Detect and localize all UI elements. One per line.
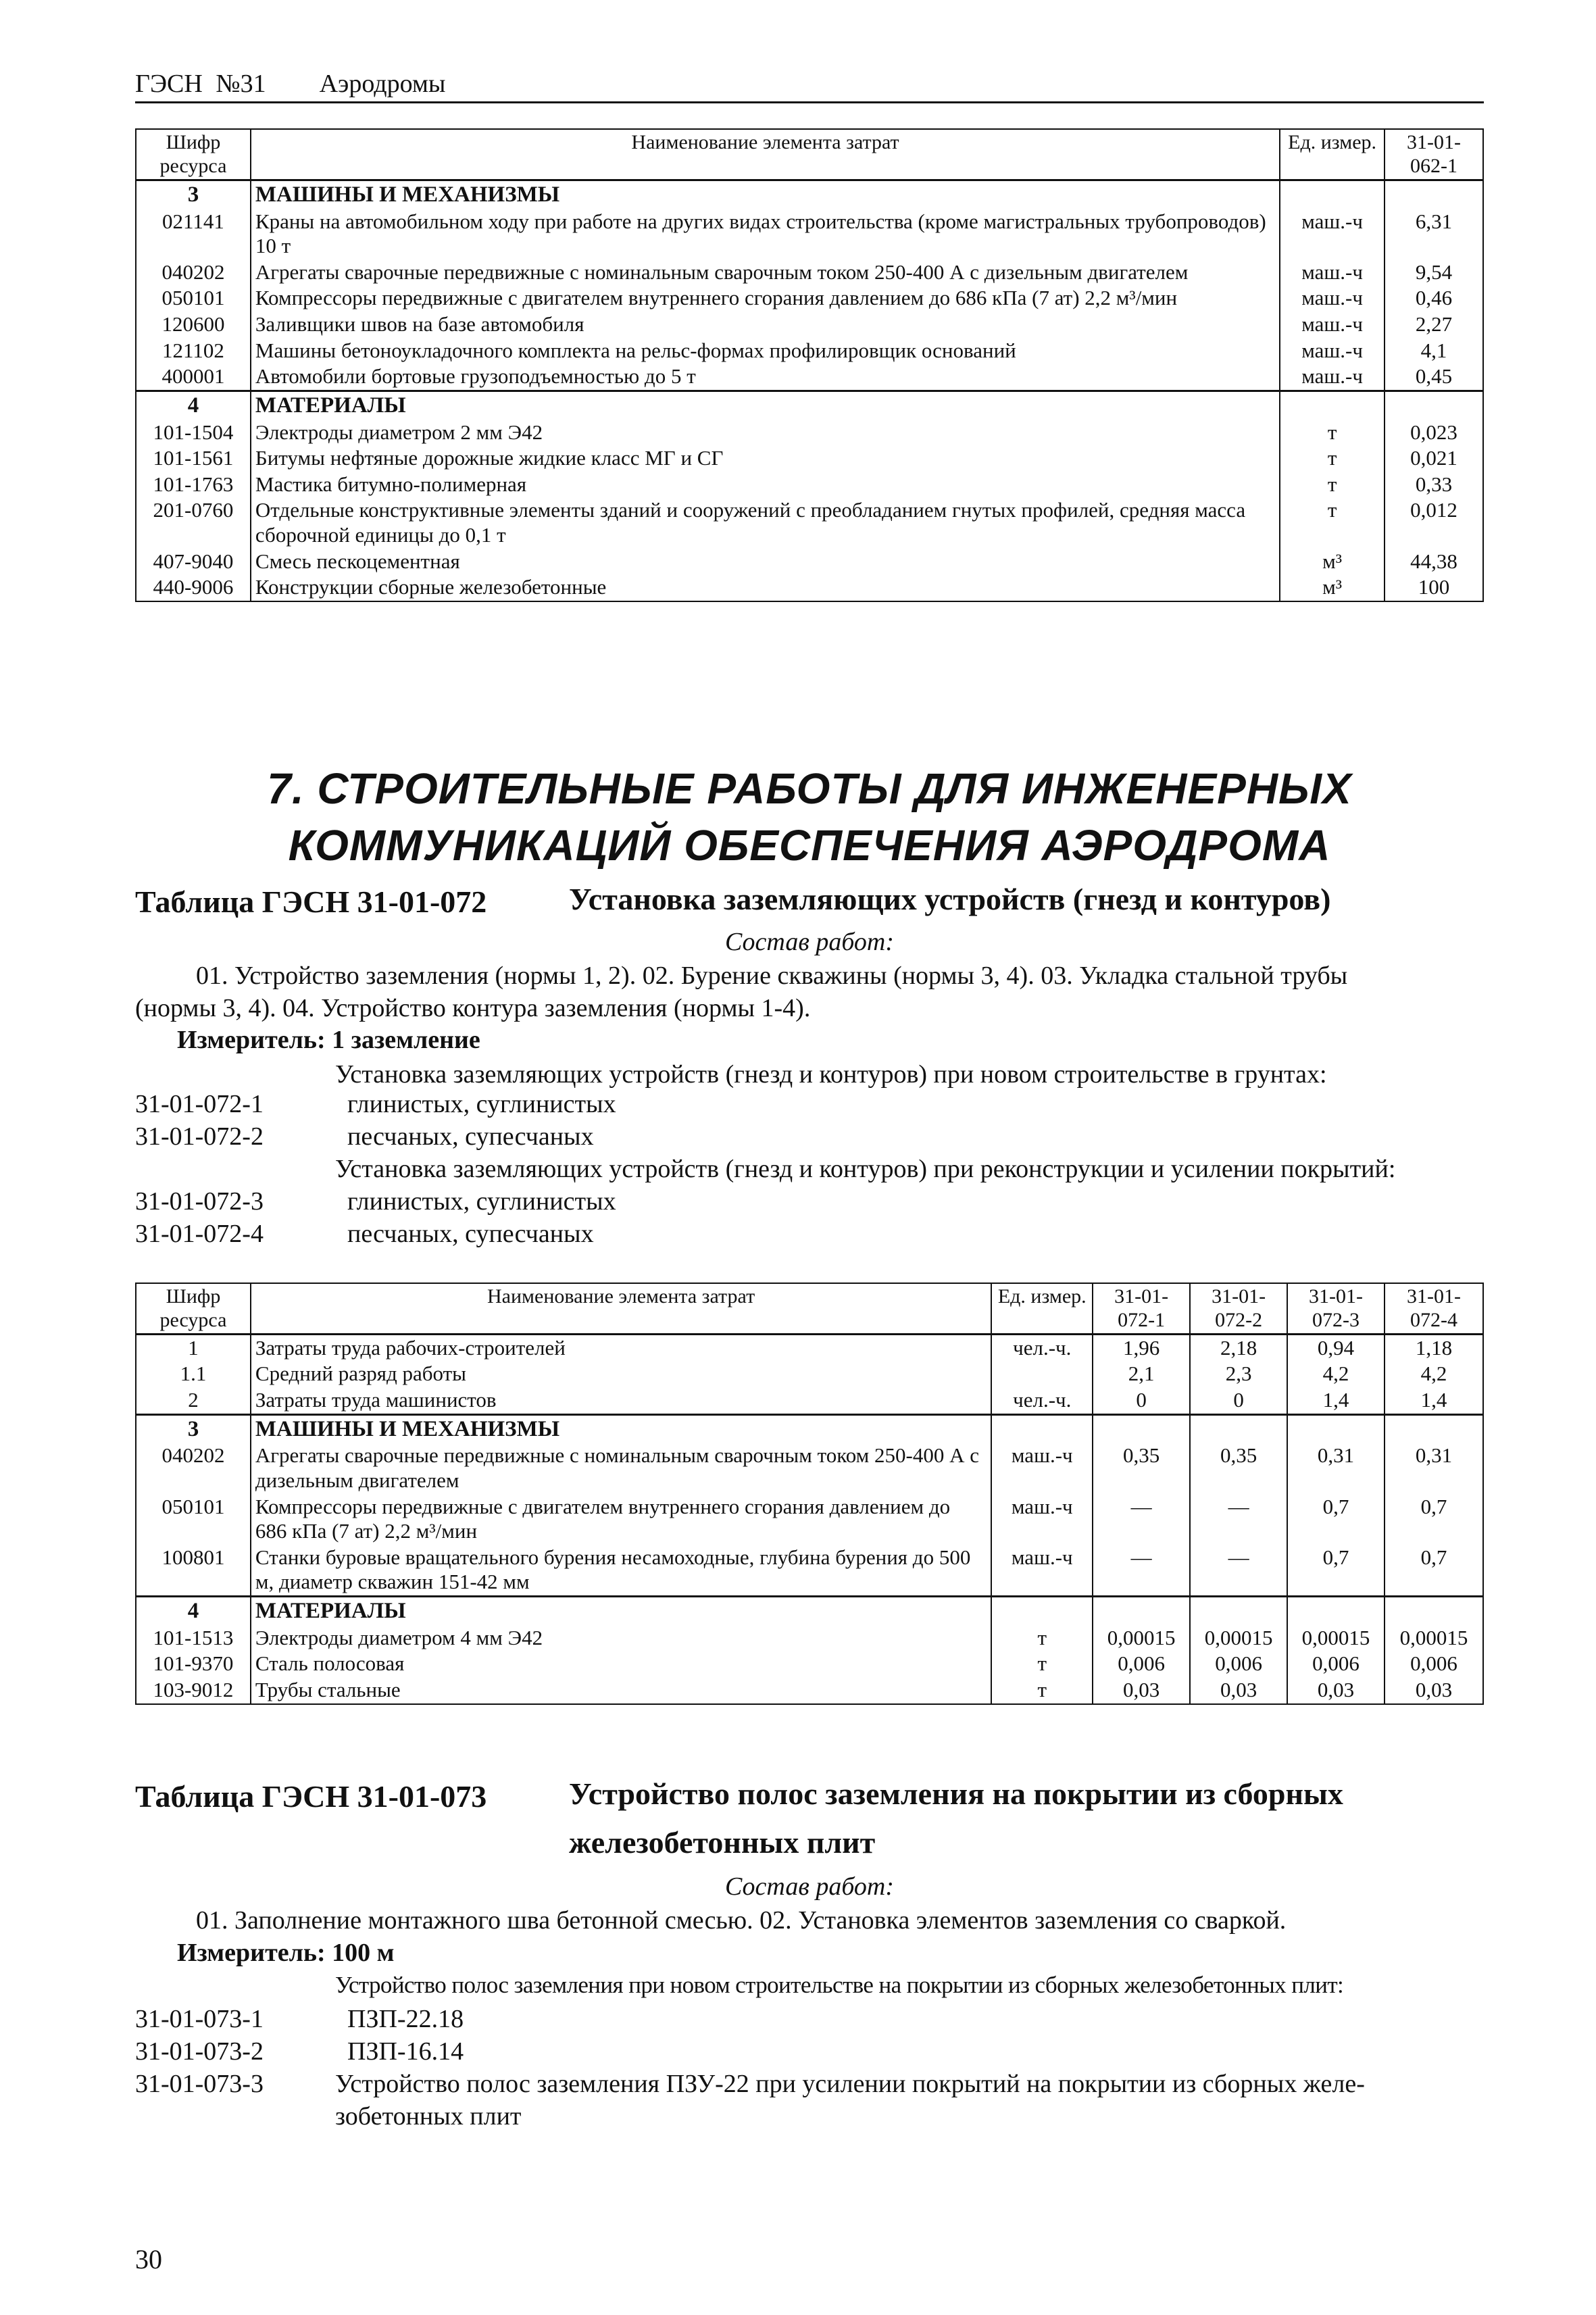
resource-code: 050101 [136, 1494, 251, 1545]
resource-name: Электроды диаметром 2 мм Э42 [251, 420, 1280, 446]
norm-group-new: Установка заземляющих устройств (гнезд и контуров) при новом строительстве в грунтах: [335, 1060, 1327, 1089]
resource-unit: маш.-ч [991, 1494, 1093, 1545]
section-number: 4 [136, 1596, 251, 1624]
section-number: 3 [136, 1414, 251, 1443]
resource-name: Затраты труда рабочих-строителей [251, 1334, 991, 1361]
empty-cell [1093, 1414, 1190, 1443]
table-row [136, 1545, 1483, 1597]
resource-value: 0,7 [1385, 1494, 1483, 1545]
empty-cell [991, 1414, 1093, 1443]
table-row [136, 1334, 1483, 1361]
section-title: МАТЕРИАЛЫ [251, 1596, 991, 1624]
composition-text-072-line2: (нормы 3, 4). 04. Устройство контура заземления (нормы 1-4). [135, 994, 811, 1022]
resource-code: 407-9040 [136, 549, 251, 575]
section-row [136, 1414, 1483, 1443]
resource-value: 0,012 [1385, 497, 1483, 548]
resource-value: 0,023 [1385, 420, 1483, 446]
table-row [136, 445, 1483, 472]
col-header-norm: 31-01-072-2 [1190, 1283, 1287, 1334]
col-header-norm: 31-01-062-1 [1385, 129, 1483, 180]
col-header-norm: 31-01-072-4 [1385, 1283, 1483, 1334]
resource-value: 0 [1093, 1387, 1190, 1414]
resource-code: 101-1513 [136, 1625, 251, 1651]
resource-unit: маш.-ч [1280, 209, 1385, 259]
col-header-code: Шифр ресурса [136, 129, 251, 180]
resource-value: 0,03 [1385, 1677, 1483, 1704]
norm-code: 31-01-073-3 [135, 2070, 264, 2098]
empty-cell [1190, 1414, 1287, 1443]
table-body [136, 180, 1483, 601]
resource-name: Смесь пескоцементная [251, 549, 1280, 575]
running-header [135, 69, 445, 99]
empty-cell [1280, 391, 1385, 419]
resource-value: 0,006 [1093, 1651, 1190, 1677]
resource-unit: маш.-ч [1280, 285, 1385, 312]
resource-value: 2,3 [1190, 1361, 1287, 1387]
section-heading [135, 760, 1484, 874]
table-row [136, 420, 1483, 446]
resource-unit: т [991, 1651, 1093, 1677]
resource-name: Компрессоры передвижные с двигателем внутреннего сгорания давлением до 686 кПа (7 ат) 2,2 м³/мин [251, 285, 1280, 312]
table-caption-072: Таблица ГЭСН 31-01-072 [135, 885, 487, 919]
resource-unit: маш.-ч [1280, 312, 1385, 338]
col-header-name: Наименование элемента затрат [251, 129, 1280, 180]
col-header-unit: Ед. измер. [1280, 129, 1385, 180]
resource-value: 2,27 [1385, 312, 1483, 338]
resource-name: Сталь полосовая [251, 1651, 991, 1677]
meter-073: Измеритель: 100 м [177, 1939, 395, 1967]
resource-value: 1,96 [1093, 1334, 1190, 1361]
col-header-unit: Ед. измер. [991, 1283, 1093, 1334]
table-row [136, 364, 1483, 391]
resource-value: 0,7 [1287, 1494, 1385, 1545]
resource-table-062 [135, 128, 1484, 602]
composition-label-072: Состав работ: [724, 928, 895, 956]
norm-desc: ПЗП-22.18 [347, 2005, 464, 2033]
resource-name: Автомобили бортовые грузоподъемностью до 5 т [251, 364, 1280, 391]
col-header-norm: 31-01-072-1 [1093, 1283, 1190, 1334]
resource-value: — [1190, 1494, 1287, 1545]
section-number: 3 [136, 180, 251, 208]
resource-name: Машины бетоноукладочного комплекта на рельс-формах профилировщик оснований [251, 338, 1280, 364]
resource-code: 021141 [136, 209, 251, 259]
norm-code: 31-01-073-2 [135, 2037, 264, 2066]
resource-value: 0,45 [1385, 364, 1483, 391]
norm-desc: песчаных, супесчаных [347, 1122, 594, 1151]
section-row [136, 1596, 1483, 1624]
empty-cell [991, 1596, 1093, 1624]
norm-code: 31-01-073-1 [135, 2005, 264, 2033]
norm-code: 31-01-072-1 [135, 1090, 264, 1118]
resource-name: Агрегаты сварочные передвижные с номинальным сварочным током 250-400 А с дизельным двигателем [251, 1443, 991, 1493]
table-title-072: Установка заземляющих устройств (гнезд и контуров) [569, 882, 1331, 916]
empty-cell [1385, 391, 1483, 419]
table-row [136, 1494, 1483, 1545]
resource-unit: маш.-ч [991, 1545, 1093, 1597]
resource-value: 0,03 [1287, 1677, 1385, 1704]
header-rule [135, 101, 1484, 103]
table-row [136, 497, 1483, 548]
page-number: 30 [135, 2244, 162, 2274]
resource-name: Битумы нефтяные дорожные жидкие класс МГ и СГ [251, 445, 1280, 472]
section-title: МАШИНЫ И МЕХАНИЗМЫ [251, 180, 1280, 208]
header-section: Аэродромы [319, 70, 446, 98]
resource-table-072 [135, 1283, 1484, 1705]
resource-value: 0,35 [1190, 1443, 1287, 1493]
resource-value: 0 [1190, 1387, 1287, 1414]
resource-code: 121102 [136, 338, 251, 364]
resource-code: 1.1 [136, 1361, 251, 1387]
resource-code: 101-9370 [136, 1651, 251, 1677]
resource-value: 0,00015 [1287, 1625, 1385, 1651]
resource-value: 0,006 [1287, 1651, 1385, 1677]
section-title: МАШИНЫ И МЕХАНИЗМЫ [251, 1414, 991, 1443]
resource-value: 0,03 [1093, 1677, 1190, 1704]
table-row [136, 312, 1483, 338]
norm-code: 31-01-072-4 [135, 1220, 264, 1248]
col-header-norm: 31-01-072-3 [1287, 1283, 1385, 1334]
resource-name: Отдельные конструктивные элементы зданий и сооружений с преобладанием гнутых профилей, средняя масса сборочной единицы до 0,1 т [251, 497, 1280, 548]
resource-name: Агрегаты сварочные передвижные с номинальным сварочным током 250-400 А с дизельным двигателем [251, 259, 1280, 286]
resource-unit: чел.-ч. [991, 1334, 1093, 1361]
resource-value: 4,2 [1287, 1361, 1385, 1387]
norm-desc: глинистых, суглинистых [347, 1090, 616, 1118]
header-doc: ГЭСН №31 [135, 70, 266, 98]
resource-name: Станки буровые вращательного бурения несамоходные, глубина бурения до 500 м, диаметр скважин 151-42 мм [251, 1545, 991, 1597]
resource-unit: м³ [1280, 549, 1385, 575]
resource-unit: т [991, 1625, 1093, 1651]
table-title-073-line1: Устройство полос заземления на покрытии из сборных [569, 1776, 1343, 1811]
resource-value: — [1190, 1545, 1287, 1597]
resource-value: 0,00015 [1093, 1625, 1190, 1651]
norm-desc: ПЗП-16.14 [347, 2037, 464, 2066]
resource-value: 0,03 [1190, 1677, 1287, 1704]
composition-label-073: Состав работ: [724, 1872, 895, 1901]
table-row [136, 285, 1483, 312]
resource-name: Мастика битумно-полимерная [251, 472, 1280, 498]
norm-desc: глинистых, суглинистых [347, 1187, 616, 1216]
resource-code: 101-1561 [136, 445, 251, 472]
resource-code: 050101 [136, 285, 251, 312]
resource-value: 0,006 [1190, 1651, 1287, 1677]
resource-value: 9,54 [1385, 259, 1483, 286]
resource-unit: маш.-ч [991, 1443, 1093, 1493]
section-title: МАТЕРИАЛЫ [251, 391, 1280, 419]
resource-value: 4,1 [1385, 338, 1483, 364]
table-row [136, 1387, 1483, 1414]
section-number: 4 [136, 391, 251, 419]
table-row [136, 549, 1483, 575]
section-row [136, 391, 1483, 419]
resource-name: Компрессоры передвижные с двигателем внутреннего сгорания давлением до 686 кПа (7 ат) 2,2 м³/мин [251, 1494, 991, 1545]
resource-value: 0,00015 [1190, 1625, 1287, 1651]
resource-name: Затраты труда машинистов [251, 1387, 991, 1414]
resource-code: 040202 [136, 259, 251, 286]
resource-unit: маш.-ч [1280, 364, 1385, 391]
table-caption-073: Таблица ГЭСН 31-01-073 [135, 1779, 487, 1814]
empty-cell [1287, 1414, 1385, 1443]
empty-cell [1287, 1596, 1385, 1624]
table-row [136, 209, 1483, 259]
table-row [136, 472, 1483, 498]
table-header-row [136, 129, 1483, 180]
section-heading-line1: 7. СТРОИТЕЛЬНЫЕ РАБОТЫ ДЛЯ ИНЖЕНЕРНЫХ [267, 764, 1352, 813]
norm-group-reconstruction: Установка заземляющих устройств (гнезд и контуров) при реконструкции и усилении покрытий: [335, 1155, 1396, 1183]
table-row [136, 574, 1483, 601]
meter-072: Измеритель: 1 заземление [177, 1026, 480, 1054]
empty-cell [1280, 180, 1385, 208]
resource-name: Средний разряд работы [251, 1361, 991, 1387]
resource-unit: т [1280, 420, 1385, 446]
empty-cell [1093, 1596, 1190, 1624]
table-body [136, 1334, 1483, 1703]
resource-value: 1,4 [1385, 1387, 1483, 1414]
resource-value: 2,1 [1093, 1361, 1190, 1387]
resource-value: 0,35 [1093, 1443, 1190, 1493]
composition-text-073: 01. Заполнение монтажного шва бетонной смесью. 02. Установка элементов заземления со сваркой. [196, 1906, 1287, 1935]
resource-value: — [1093, 1494, 1190, 1545]
resource-value: 6,31 [1385, 209, 1483, 259]
empty-cell [1385, 180, 1483, 208]
resource-unit: т [1280, 497, 1385, 548]
resource-unit: т [1280, 472, 1385, 498]
resource-value: — [1093, 1545, 1190, 1597]
resource-unit: м³ [1280, 574, 1385, 601]
norm-code: 31-01-072-2 [135, 1122, 264, 1151]
table-row [136, 1651, 1483, 1677]
norm-group-new: Устройство полос заземления при новом строительстве на покрытии из сборных железобетонных плит: [335, 1972, 1344, 1998]
resource-code: 100801 [136, 1545, 251, 1597]
resource-code: 120600 [136, 312, 251, 338]
table-row [136, 1625, 1483, 1651]
empty-cell [1385, 1414, 1483, 1443]
table-row [136, 1443, 1483, 1493]
resource-value: 0,7 [1385, 1545, 1483, 1597]
resource-name: Трубы стальные [251, 1677, 991, 1704]
resource-code: 400001 [136, 364, 251, 391]
resource-code: 1 [136, 1334, 251, 1361]
table-row [136, 1361, 1483, 1387]
resource-unit: чел.-ч. [991, 1387, 1093, 1414]
table-header-row [136, 1283, 1483, 1334]
resource-name: Конструкции сборные железобетонные [251, 574, 1280, 601]
resource-value: 0,7 [1287, 1545, 1385, 1597]
resource-name: Заливщики швов на базе автомобиля [251, 312, 1280, 338]
resource-unit: маш.-ч [1280, 338, 1385, 364]
table-row [136, 1677, 1483, 1704]
col-header-code: Шифр ресурса [136, 1283, 251, 1334]
resource-unit: маш.-ч [1280, 259, 1385, 286]
resource-value: 0,94 [1287, 1334, 1385, 1361]
table-title-073-line2: железобетонных плит [569, 1825, 876, 1860]
resource-code: 440-9006 [136, 574, 251, 601]
table-row [136, 338, 1483, 364]
resource-code: 201-0760 [136, 497, 251, 548]
resource-value: 0,006 [1385, 1651, 1483, 1677]
section-heading-line2: КОММУНИКАЦИЙ ОБЕСПЕЧЕНИЯ АЭРОДРОМА [288, 821, 1331, 870]
resource-value: 100 [1385, 574, 1483, 601]
resource-code: 2 [136, 1387, 251, 1414]
resource-value: 2,18 [1190, 1334, 1287, 1361]
resource-unit: т [1280, 445, 1385, 472]
resource-unit [991, 1361, 1093, 1387]
col-header-name: Наименование элемента затрат [251, 1283, 991, 1334]
resource-code: 101-1763 [136, 472, 251, 498]
resource-value: 1,4 [1287, 1387, 1385, 1414]
resource-value: 44,38 [1385, 549, 1483, 575]
norm-desc-cont: зобетонных плит [335, 2102, 522, 2131]
resource-code: 101-1504 [136, 420, 251, 446]
norm-code: 31-01-072-3 [135, 1187, 264, 1216]
composition-text-072-line1: 01. Устройство заземления (нормы 1, 2). 02. Бурение скважины (нормы 3, 4). 03. Укладка стальной трубы [196, 962, 1348, 990]
resource-value: 0,31 [1287, 1443, 1385, 1493]
resource-value: 0,00015 [1385, 1625, 1483, 1651]
resource-code: 103-9012 [136, 1677, 251, 1704]
section-row [136, 180, 1483, 208]
resource-name: Краны на автомобильном ходу при работе на других видах строительства (кроме магистральных трубопроводов) 10 т [251, 209, 1280, 259]
table-row [136, 259, 1483, 286]
resource-value: 0,021 [1385, 445, 1483, 472]
resource-value: 1,18 [1385, 1334, 1483, 1361]
norm-desc: Устройство полос заземления ПЗУ-22 при усилении покрытий на покрытии из сборных желе- [335, 2070, 1365, 2098]
norm-desc: песчаных, супесчаных [347, 1220, 594, 1248]
resource-value: 0,33 [1385, 472, 1483, 498]
empty-cell [1190, 1596, 1287, 1624]
resource-name: Электроды диаметром 4 мм Э42 [251, 1625, 991, 1651]
resource-unit: т [991, 1677, 1093, 1704]
resource-code: 040202 [136, 1443, 251, 1493]
resource-value: 0,31 [1385, 1443, 1483, 1493]
resource-value: 4,2 [1385, 1361, 1483, 1387]
empty-cell [1385, 1596, 1483, 1624]
resource-value: 0,46 [1385, 285, 1483, 312]
